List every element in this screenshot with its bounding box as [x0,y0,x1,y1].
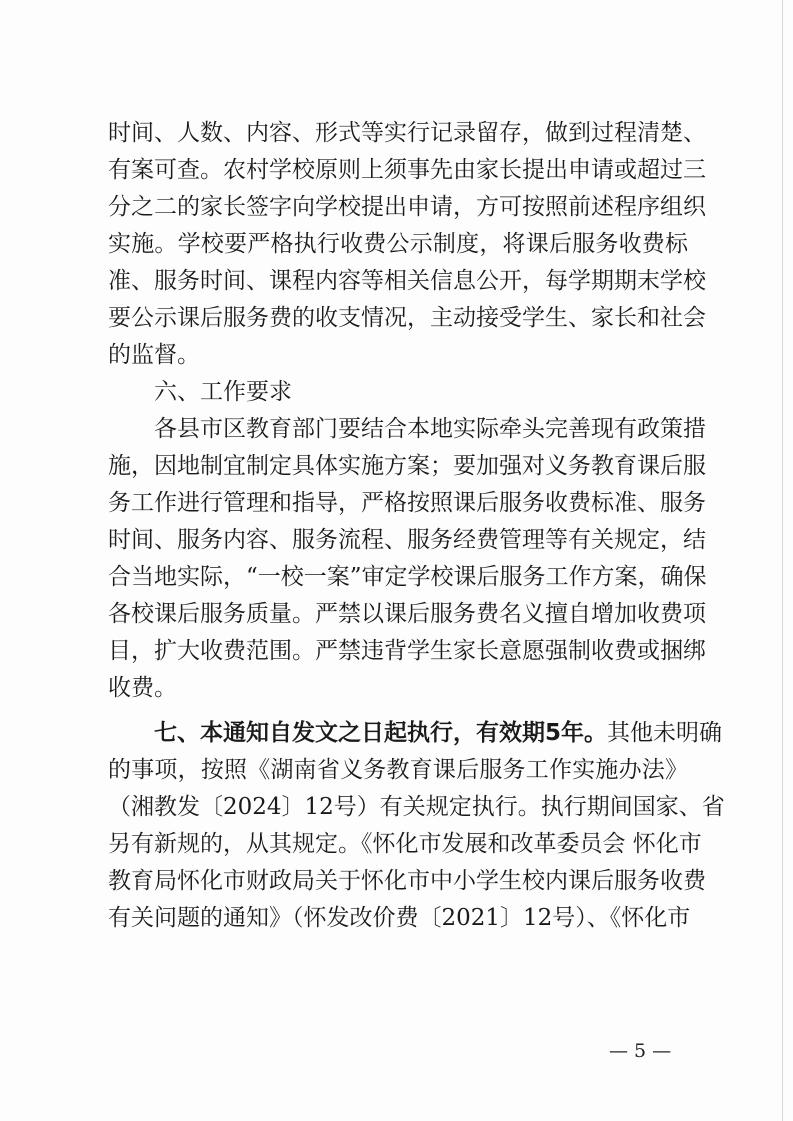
paragraph-line: （湘教发〔2024〕12号）有关规定执行。执行期间国家、省 [108,794,725,820]
paragraph-line: 的监督。 [108,342,200,368]
section-spacer [108,707,688,715]
page-edge-line [782,0,783,1121]
paragraph-line: 有关问题的通知》（怀发改价费〔2021〕12号）、《怀化市 [108,905,691,931]
paragraph-line: 各校课后服务质量。严禁以课后服务费名义擅自增加收费项 [108,601,706,627]
paragraph-line: 施，因地制宜制定具体实施方案；要加强对义务教育课后服 [108,453,706,479]
paragraph-line: 教育局怀化市财政局关于怀化市中小学生校内课后服务收费 [108,868,706,894]
paragraph-line: 时间、人数、内容、形式等实行记录留存，做到过程清楚、 [108,120,706,146]
section7-first-line [108,715,723,752]
paragraph-line: 收费。 [108,675,177,701]
paragraph-line: 要公示课后服务费的收支情况，主动接受学生、家长和社会 [108,305,706,331]
section-heading: 六、工作要求 [154,379,292,405]
paragraph-line: 务工作进行管理和指导，严格按照课后服务收费标准、服务 [108,490,706,516]
paragraph-line: 另有新规的，从其规定。《怀化市发展和改革委员会 怀化市 [108,831,702,857]
paragraph-line: 时间、服务内容、服务流程、服务经费管理等有关规定，结 [108,527,706,553]
page-number: — 5 — [609,1040,672,1062]
paragraph-line: 的事项，按照《湖南省义务教育课后服务工作实施办法》 [108,757,688,783]
paragraph-line: 准、服务时间、课程内容等相关信息公开，每学期期末学校 [108,268,706,294]
paragraph-line: 分之二的家长签字向学校提出申请，方可按照前述程序组织 [108,194,706,220]
section7-lead: 七、本通知自发文之日起执行，有效期5年。 [154,720,608,746]
document-body [108,115,725,937]
paragraph-line: 有案可查。农村学校原则上须事先由家长提出申请或超过三 [108,157,706,183]
section7-rest: 其他未明确 [607,720,723,746]
paragraph-line: 目，扩大收费范围。严禁违背学生家长意愿强制收费或捆绑 [108,638,706,664]
paragraph-line: 各县市区教育部门要结合本地实际牵头完善现有政策措 [154,416,706,442]
paragraph-line: 合当地实际，“一校一案”审定学校课后服务工作方案，确保 [108,564,707,590]
paragraph-line: 实施。学校要严格执行收费公示制度，将课后服务收费标 [108,231,688,257]
